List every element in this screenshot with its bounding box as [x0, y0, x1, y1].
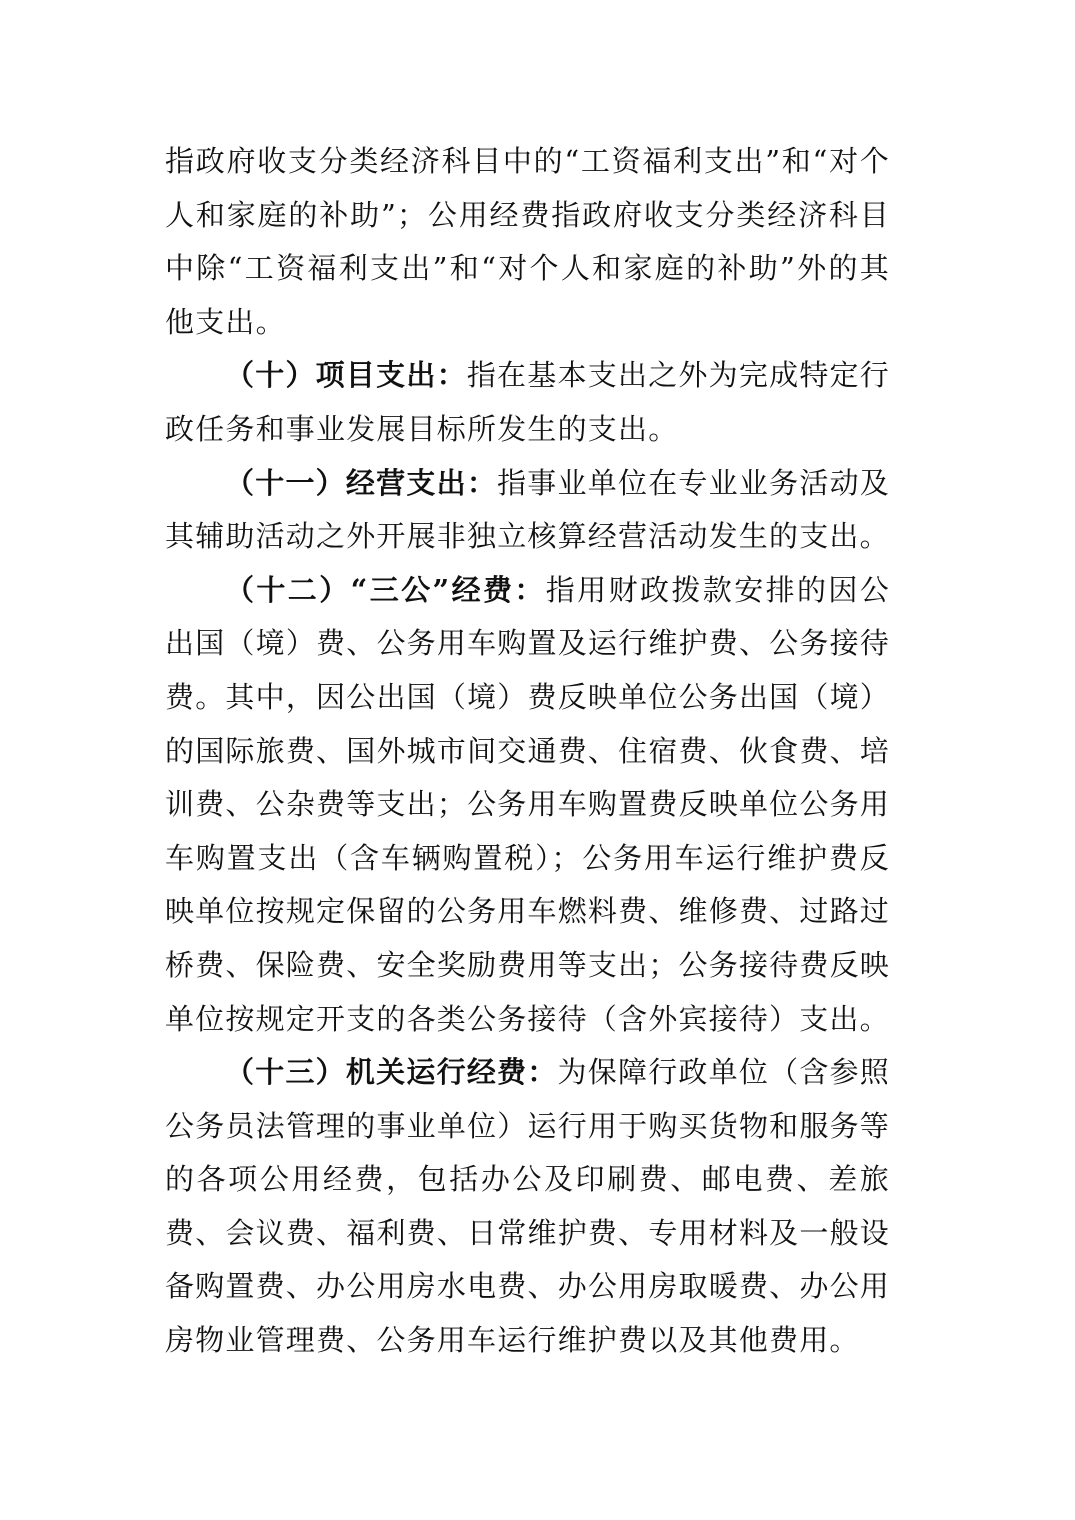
paragraph-term: （十二）“三公”经费：: [225, 572, 546, 607]
paragraph-operating-expenditure: [165, 457, 890, 564]
paragraph-personnel-public-expenses-continued: [165, 135, 890, 349]
paragraph-term: （十一）经营支出：: [225, 465, 498, 500]
paragraph-term: （十三）机关运行经费：: [225, 1055, 558, 1090]
document-body: [165, 135, 890, 1368]
paragraph-body: 指政府收支分类经济科目中的“工资福利支出”和“对个人和家庭的补助”；公用经费指政府收支分类经济科目中除“工资福利支出”和“对个人和家庭的补助”外的其他支出。: [165, 144, 890, 339]
paragraph-body: 指用财政拨款安排的因公出国（境）费、公务用车购置及运行维护费、公务接待费。其中，因公出国（境）费反映单位公务出国（境）的国际旅费、国外城市间交通费、住宿费、伙食费、培训费、公杂费等支出；公务用车购置费反映单位公务用车购置支出（含车辆购置税）；公务用车运行维护费反映单位按规定保留的公务用车燃料费、维修费、过路过桥费、保险费、安全奖励费用等支出；公务接待费反映单位按规定开支的各类公务接待（含外宾接待）支出。: [165, 572, 890, 1036]
paragraph-body: 为保障行政单位（含参照公务员法管理的事业单位）运行用于购买货物和服务等的各项公用经费，包括办公及印刷费、邮电费、差旅费、会议费、福利费、日常维护费、专用材料及一般设备购置费、办公用房水电费、办公用房取暖费、办公用房物业管理费、公务用车运行维护费以及其他费用。: [165, 1055, 890, 1358]
paragraph-agency-operating-funds: [165, 1046, 890, 1368]
paragraph-body: 指在基本支出之外为完成特定行政任务和事业发展目标所发生的支出。: [165, 358, 890, 446]
paragraph-body: 指事业单位在专业业务活动及其辅助活动之外开展非独立核算经营活动发生的支出。: [165, 465, 890, 554]
paragraph-term: （十）项目支出：: [225, 358, 467, 393]
paragraph-three-public-expenses: [165, 564, 890, 1046]
paragraph-project-expenditure: [165, 349, 890, 456]
